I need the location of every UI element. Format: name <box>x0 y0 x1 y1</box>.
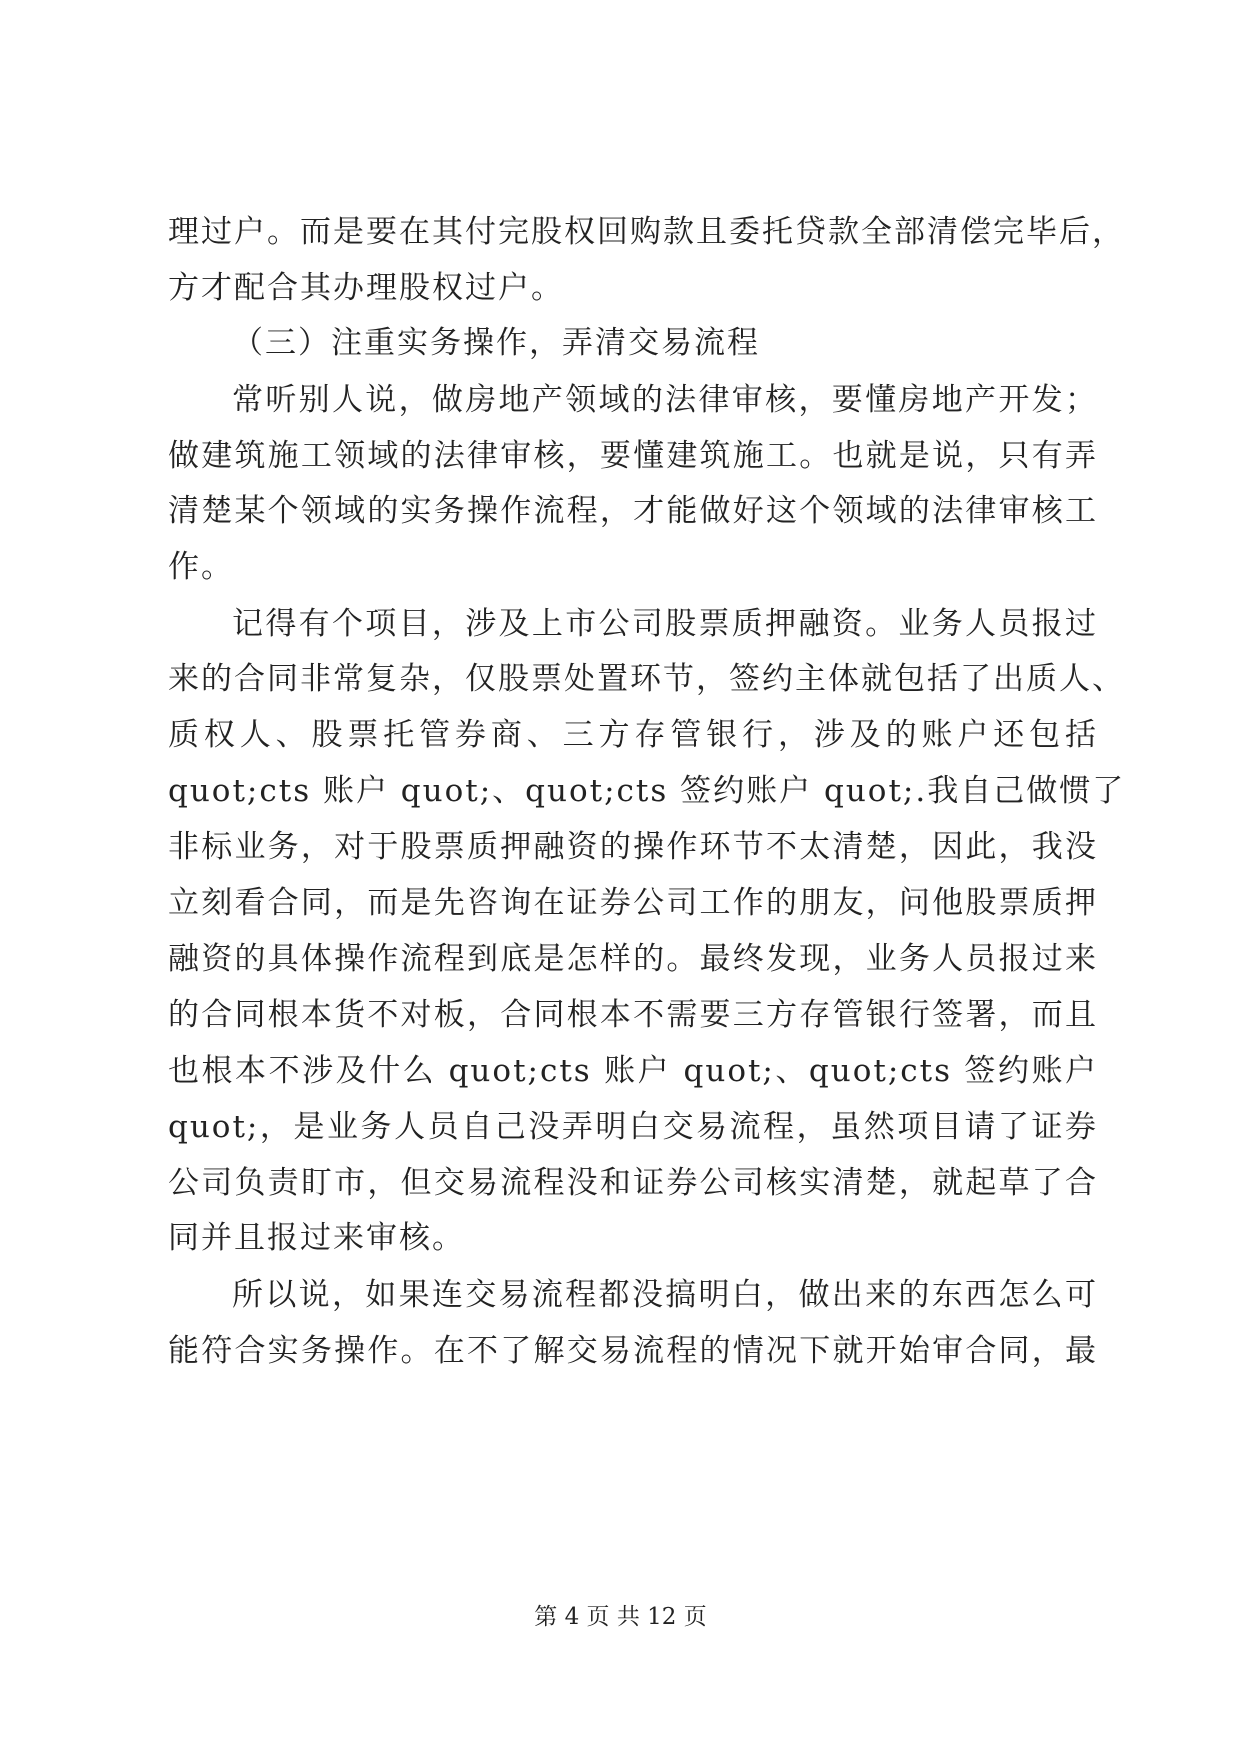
text-line-20: 所以说，如果连交易流程都没搞明白，做出来的东西怎么可 <box>232 1277 1098 1313</box>
page-footer: 第 4 页 共 12 页 <box>534 1604 707 1630</box>
text-line-15: 的合同根本货不对板，合同根本不需要三方存管银行签署，而且 <box>168 997 1098 1033</box>
text-line-21: 能符合实务操作。在不了解交易流程的情况下就开始审合同，最 <box>168 1333 1098 1369</box>
text-line-5: 做建筑施工领域的法律审核，要懂建筑施工。也就是说，只有弄 <box>168 438 1098 474</box>
text-line-1: 理过户。而是要在其付完股权回购款且委托贷款全部清偿完毕后， <box>168 214 1125 250</box>
text-line-19: 同并且报过来审核。 <box>168 1220 465 1256</box>
text-line-4: 常听别人说，做房地产领域的法律审核，要懂房地产开发； <box>232 382 1098 418</box>
text-line-13: 立刻看合同，而是先咨询在证券公司工作的朋友，问他股票质押 <box>168 885 1098 921</box>
text-line-7: 作。 <box>168 549 234 585</box>
text-line-9: 来的合同非常复杂，仅股票处置环节，签约主体就包括了出质人、 <box>168 661 1125 697</box>
text-line-11: quot;cts 账户 quot;、quot;cts 签约账户 quot;.我自己做惯了 <box>168 773 1126 809</box>
text-line-18: 公司负责盯市，但交易流程没和证券公司核实清楚，就起草了合 <box>168 1165 1098 1201</box>
text-line-6: 清楚某个领域的实务操作流程，才能做好这个领域的法律审核工 <box>168 493 1098 529</box>
section-heading: （三）注重实务操作，弄清交易流程 <box>232 325 760 361</box>
text-line-2: 方才配合其办理股权过户。 <box>168 270 564 306</box>
text-line-17: quot;，是业务人员自己没弄明白交易流程，虽然项目请了证券 <box>168 1109 1098 1145</box>
text-line-12: 非标业务，对于股票质押融资的操作环节不太清楚，因此，我没 <box>168 829 1098 865</box>
text-line-16: 也根本不涉及什么 quot;cts 账户 quot;、quot;cts 签约账户 <box>168 1053 1098 1089</box>
text-line-10: 质权人、股票托管券商、三方存管银行，涉及的账户还包括 <box>168 717 1098 753</box>
text-line-14: 融资的具体操作流程到底是怎样的。最终发现，业务人员报过来 <box>168 941 1098 977</box>
text-line-8: 记得有个项目，涉及上市公司股票质押融资。业务人员报过 <box>232 606 1098 642</box>
